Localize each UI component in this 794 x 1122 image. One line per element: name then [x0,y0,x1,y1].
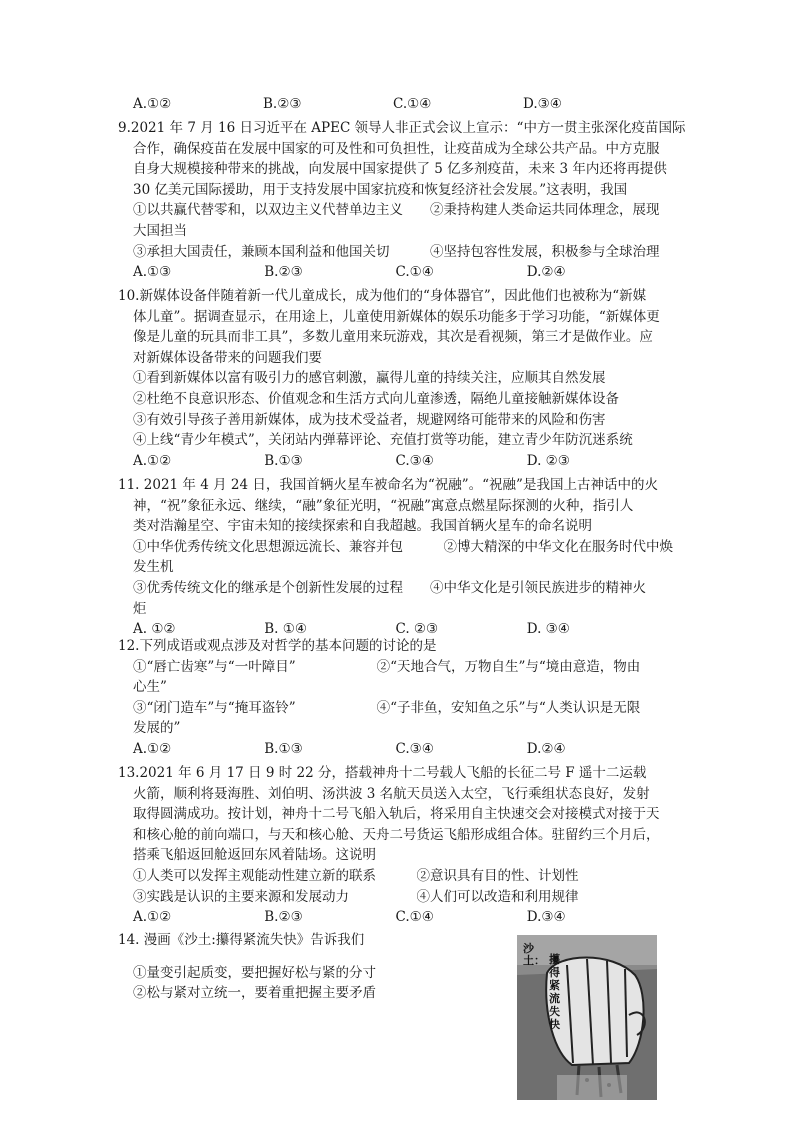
answer-option[interactable]: B.②③ [264,909,303,926]
choice-line: ①看到新媒体以富有吸引力的感官刺激，赢得儿童的持续关注，应顺其自然发展 [133,370,606,387]
cartoon-caption: 攥得紧流失快 [549,953,560,1031]
stem-line: 30 亿美元国际援助，用于支持发展中国家抗疫和恢复经济社会发展。”这表明，我国 [133,181,628,198]
question-13 [118,763,658,928]
stem-line: 像是儿童的玩具而非工具”，多数儿童用来玩游戏，其次是看视频，第三才是做作业。应 [133,329,653,346]
stem-line: 体儿童”。据调查显示，在用途上，儿童使用新媒体的娱乐功能多于学习功能，“新媒体更 [133,308,660,325]
answer-option[interactable]: C.③④ [395,452,434,469]
question-12 [118,636,658,760]
choice-line: ④上线“青少年模式”，关闭站内弹幕评论、充值打赏等功能，建立青少年防沉迷系统 [133,432,633,449]
answer-option[interactable]: A.①③ [133,264,172,281]
answer-option[interactable]: C. ②③ [395,621,439,638]
answer-option[interactable]: D.③④ [526,909,566,926]
answer-option[interactable]: D.②④ [526,264,566,281]
answer-option[interactable]: B.②③ [264,264,303,281]
question-9 [118,118,686,283]
stem-line: 取得圆满成功。按计划，神舟十二号飞船入轨后，将采用自主快速交会对接模式对接于天 [133,806,660,823]
answer-option[interactable]: D.③④ [523,96,562,112]
choice-line: 大国担当 [133,222,187,239]
q8-options [133,94,653,115]
choice-line: ③承担大国责任，兼顾本国利益和他国关切 ④坚持包容性发展，积极参与全球治理 [133,243,660,260]
stem-line: 搭乘飞船返回舱返回东风着陆场。这说明 [133,847,376,864]
choice-line: 心生” [133,679,167,696]
choice-line: 发展的” [133,720,181,737]
answer-option[interactable]: B. ①④ [264,621,307,638]
stem-line: 对新媒体设备带来的问题我们要 [133,349,322,366]
answer-option[interactable]: D.②④ [526,740,566,757]
choice-line: ③实践是认识的主要来源和发展动力 ④人们可以改造和利用规律 [133,888,579,905]
choice-line: ①以共赢代替零和，以双边主义代替单边主义 ②秉持构建人类命运共同体理念，展现 [133,202,660,219]
choice-line: ①量变引起质变，要把握好松与紧的分寸 [133,964,376,981]
answer-option[interactable]: A.①② [133,96,172,112]
answer-option[interactable]: D. ②③ [526,452,570,469]
answer-option[interactable]: B.①③ [264,740,303,757]
cartoon-title: 沙土： [523,942,545,967]
answer-options [118,907,658,928]
cartoon-sand-fist [517,935,657,1100]
question-11 [118,475,673,640]
choice-line: ②杜绝不良意识形态、价值观念和生活方式向儿童渗透，隔绝儿童接触新媒体设备 [133,390,619,407]
choice-line: ①人类可以发挥主观能动性建立新的联系 ②意识具有目的性、计划性 [133,867,579,884]
choice-line: ②松与紧对立统一，要着重把握主要矛盾 [133,985,376,1002]
stem-line: 10.新媒体设备伴随着新一代儿童成长，成为他们的“身体器官”，因此他们也被称为“新媒 [118,288,647,304]
stem-line: 火箭，顺利将聂海胜、刘伯明、汤洪波 3 名航天员送入太空，飞行乘组状态良好，发射 [133,785,650,802]
stem-line: 神，“祝”象征永远、继续，“融”象征光明，“祝融”寓意点燃星际探测的火种，指引人 [133,497,634,514]
stem-line: 11. 2021 年 4 月 24 日，我国首辆火星车被命名为“祝融”。“祝融”是我国上古神话中的火 [118,477,658,493]
answer-option[interactable]: A.①② [133,909,172,926]
choice-line: ①“唇亡齿寒”与“一叶障目” ②“天地合气，万物自生”与“境由意造，物由 [133,658,641,675]
question-10 [118,286,658,471]
choice-line: 炬 [133,600,147,617]
stem-line: 类对浩瀚星空、宇宙未知的接续探索和自我超越。我国首辆火星车的命名说明 [133,518,592,535]
answer-option[interactable]: B.①③ [264,452,303,469]
question-14 [118,930,508,1004]
choice-line: ③“闭门造车”与“掩耳盗铃” ④“子非鱼，安知鱼之乐”与“人类认识是无限 [133,699,641,716]
answer-option[interactable]: A.①② [133,452,172,469]
choice-line: 发生机 [133,559,174,576]
answer-option[interactable]: A.①② [133,740,172,757]
choice-line: ③有效引导孩子善用新媒体，成为技术受益者，规避网络可能带来的风险和伤害 [133,411,606,428]
answer-option[interactable]: C.①④ [395,264,434,281]
answer-options [118,262,658,283]
answer-option[interactable]: D. ③④ [526,621,570,638]
answer-options [118,451,658,472]
answer-option[interactable]: C.①④ [395,909,434,926]
choice-line: ③优秀传统文化的继承是个创新性发展的过程 ④中华文化是引领民族进步的精神火 [133,579,646,596]
answer-option[interactable]: C.①④ [393,96,432,112]
answer-option[interactable]: C.③④ [395,740,434,757]
answer-option[interactable]: A. ①② [133,621,176,638]
stem-line: 9.2021 年 7 月 16 日习近平在 APEC 领导人非正式会议上宣示：“中方一贯主张深化疫苗国际 [118,120,686,136]
answer-options [118,739,658,760]
stem-line: 14. 漫画《沙土:攥得紧流失快》告诉我们 [118,932,365,948]
choice-line: ①中华优秀传统文化思想源远流长、兼容并包 ②博大精深的中华文化在服务时代中焕 [133,538,673,555]
stem-line: 12.下列成语或观点涉及对哲学的基本问题的讨论的是 [118,638,437,654]
stem-line: 合作，确保疫苗在发展中国家的可及性和可负担性，让疫苗成为全球公共产品。中方克服 [133,140,660,157]
stem-line: 13.2021 年 6 月 17 日 9 时 22 分，搭载神舟十二号载人飞船的长征二号 F 遥十二运载 [118,765,647,781]
stem-line: 和核心舱的前向端口，与天和核心舱、天舟二号货运飞船形成组合体。驻留约三个月后， [133,826,660,843]
stem-line: 自身大规模接种带来的挑战，向发展中国家提供了 5 亿多剂疫苗，未来 3 年内还将再提供 [133,161,667,178]
answer-option[interactable]: B.②③ [263,96,302,112]
